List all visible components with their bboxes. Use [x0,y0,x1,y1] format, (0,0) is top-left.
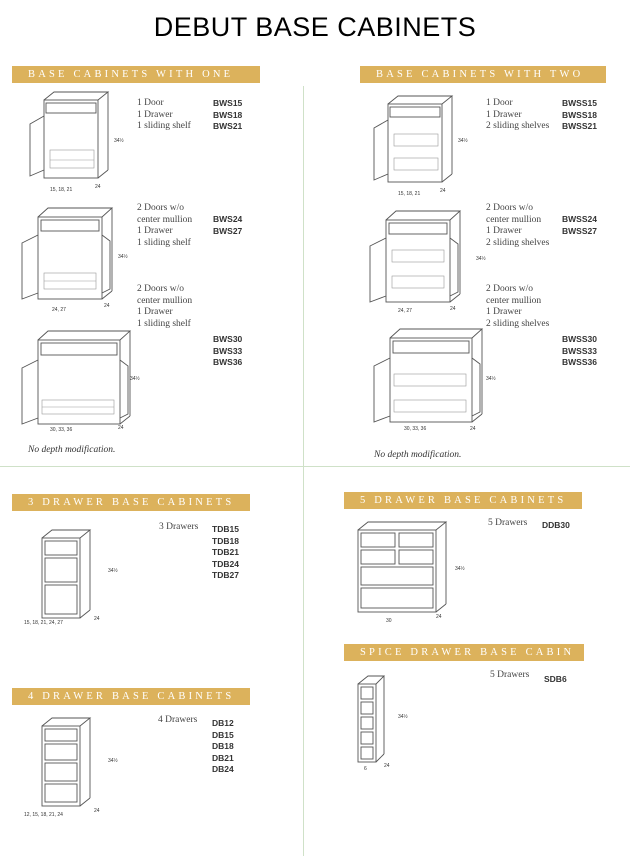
cabinet-drawing-spice-drawer [350,674,396,766]
product-code: DB12 [212,718,234,728]
item-description: 2 Doors w/o center mullion 1 Drawer 1 sliding shelf [137,284,193,329]
cabinet-drawing-bwss-single [370,94,456,190]
product-codes [562,98,597,133]
product-codes [213,98,242,133]
height-dimension: 34½ [398,714,408,720]
product-code: TDB21 [212,547,239,557]
width-dimension: 24, 27 [398,308,412,314]
item-description: 2 Doors w/o center mullion 1 Drawer 2 sliding shelves [486,284,550,329]
product-code: BWS33 [213,345,243,356]
height-dimension: 34½ [108,568,118,574]
height-dimension: 34½ [458,138,468,144]
product-codes [212,718,234,776]
section-banner-base-two: BASE CABINETS WITH TWO [360,66,606,83]
page-title: DEBUT BASE CABINETS [153,12,477,42]
product-code: DB24 [212,764,234,774]
product-code: TDB15 [212,524,239,534]
cabinet-drawing-bwss-double [362,208,470,308]
item-description: 2 Doors w/o center mullion 1 Drawer 1 sliding shelf [137,203,193,248]
cabinet-drawing-five-drawer [350,520,454,616]
height-dimension: 34½ [455,566,465,572]
item-description: 2 Doors w/o center mullion 1 Drawer 2 sliding shelves [486,203,550,248]
product-code: BWS15 [213,98,243,108]
item-description: 5 Drawers [490,670,530,680]
product-code: SDB6 [544,674,567,684]
width-dimension: 12, 15, 18, 21, 24 [24,812,63,818]
section-banner-spice-drawer: SPICE DRAWER BASE CABIN [344,644,584,661]
product-code: BWS24 [213,214,243,224]
depth-dimension: 24 [104,303,110,309]
item-description: 1 Door 1 Drawer 2 sliding shelves [486,98,550,131]
width-dimension: 30, 33, 36 [50,427,73,433]
section-banner-five-drawer: 5 DRAWER BASE CABINETS [344,492,582,509]
height-dimension: 34½ [130,376,140,382]
depth-dimension: 24 [94,808,100,814]
depth-note: No depth modification. [374,450,462,460]
product-codes [212,524,239,582]
product-codes [213,214,242,237]
depth-dimension: 24 [440,188,446,194]
depth-dimension: 24 [384,763,390,769]
product-code: TDB24 [212,558,239,569]
cabinet-drawing-four-drawer [36,716,102,808]
height-dimension: 34½ [118,254,128,260]
product-codes [562,214,597,237]
section-banner-four-drawer: 4 DRAWER BASE CABINETS [12,688,250,705]
product-code: BWSS33 [562,345,597,356]
width-dimension: 15, 18, 21 [398,191,421,197]
product-codes [544,674,567,686]
product-code: BWS36 [213,357,243,367]
height-dimension: 34½ [108,758,118,764]
item-description: 1 Door 1 Drawer 1 sliding shelf [137,98,191,131]
item-description: 5 Drawers [488,518,528,528]
section-banner-three-drawer: 3 DRAWER BASE CABINETS [12,494,250,511]
product-code: BWS21 [213,121,243,131]
item-description: 3 Drawers [159,522,199,532]
product-code: BWSS30 [562,334,597,344]
depth-dimension: 24 [450,306,456,312]
depth-dimension: 24 [94,616,100,622]
product-codes [213,334,242,369]
width-dimension: 24, 27 [52,307,66,313]
width-dimension: 6 [364,766,367,772]
product-code: BWSS24 [562,214,597,224]
product-code: DB18 [212,741,234,751]
cabinet-drawing-bws-single [26,90,112,186]
product-codes [542,520,570,532]
horizontal-divider [0,466,630,467]
product-code: TDB27 [212,570,239,580]
section-banner-base-one: BASE CABINETS WITH ONE [12,66,260,83]
depth-dimension: 24 [436,614,442,620]
cabinet-drawing-three-drawer [36,528,102,620]
height-dimension: 34½ [114,138,124,144]
product-code: BWS27 [213,225,243,236]
product-code: TDB18 [212,535,239,546]
item-description: 4 Drawers [158,715,198,725]
product-code: DDB30 [542,520,570,530]
product-code: BWSS36 [562,357,597,367]
width-dimension: 15, 18, 21 [50,187,73,193]
depth-dimension: 24 [470,426,476,432]
depth-dimension: 24 [118,425,124,431]
product-code: DB21 [212,752,234,763]
width-dimension: 30 [386,618,392,624]
vertical-divider [303,86,304,856]
product-code: BWS30 [213,334,243,344]
product-code: BWSS15 [562,98,597,108]
height-dimension: 34½ [476,256,486,262]
depth-dimension: 24 [95,184,101,190]
product-code: BWSS27 [562,225,597,236]
product-code: BWSS21 [562,121,597,131]
product-code: BWSS18 [562,109,597,120]
depth-note: No depth modification. [28,445,116,455]
product-code: DB15 [212,729,234,740]
width-dimension: 15, 18, 21, 24, 27 [24,620,63,626]
product-codes [562,334,597,369]
height-dimension: 34½ [486,376,496,382]
width-dimension: 30, 33, 36 [404,426,427,432]
cabinet-drawing-bws-wide [16,328,134,428]
cabinet-drawing-bwss-wide [368,326,486,426]
cabinet-drawing-bws-double [14,205,122,305]
product-code: BWS18 [213,109,243,120]
